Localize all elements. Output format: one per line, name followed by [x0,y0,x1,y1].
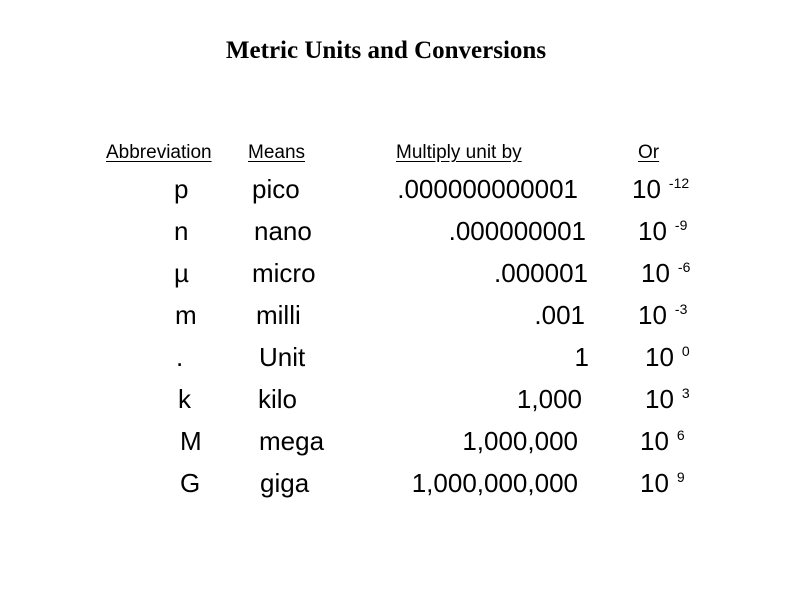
power-base: 10 [645,342,674,372]
multiplier-cell: 1,000 [516,384,582,414]
table-row [0,383,800,425]
table-row [0,425,800,467]
table-row [0,341,800,383]
abbreviation-cell: m [175,300,197,330]
means-cell: nano [254,216,312,246]
page-title: Metric Units and Conversions [225,37,547,64]
power-cell [638,215,687,251]
header-means: Means [248,142,306,163]
means-cell: Unit [259,342,306,372]
multiplier-cell: .001 [534,300,585,330]
power-cell [645,341,690,377]
power-base: 10 [638,216,667,246]
power-exponent: 3 [681,385,690,401]
power-base: 10 [645,384,674,414]
power-exponent: -9 [674,217,688,233]
header-abbreviation: Abbreviation [106,142,212,163]
multiplier-cell: 1,000,000 [462,426,578,456]
multiplier-cell: 1,000,000,000 [411,468,578,498]
table-row [0,299,800,341]
power-exponent: -3 [674,301,688,317]
abbreviation-cell: n [174,216,189,246]
power-cell [640,467,685,503]
table-row [0,467,800,509]
multiplier-cell: .000001 [494,258,588,288]
means-cell: mega [259,426,325,456]
multiplier-cell: .000000000001 [397,174,578,204]
power-base: 10 [632,174,661,204]
power-cell [638,299,687,335]
abbreviation-cell: µ [174,258,189,288]
means-cell: pico [252,174,300,204]
multiplier-cell: 1 [574,342,589,372]
means-cell: kilo [258,384,298,414]
means-cell: micro [252,258,316,288]
abbreviation-cell: M [180,426,202,456]
power-cell [645,383,690,419]
means-cell: milli [256,300,301,330]
power-exponent: -6 [677,259,691,275]
header-or: Or [638,142,660,163]
header-multiply: Multiply unit by [396,142,522,163]
power-cell [632,173,689,209]
power-base: 10 [640,426,669,456]
power-cell [641,257,690,293]
power-base: 10 [640,468,669,498]
multiplier-cell: .000000001 [448,216,586,246]
power-base: 10 [641,258,670,288]
abbreviation-cell: G [180,468,201,498]
abbreviation-cell: . [176,342,184,372]
power-cell [640,425,685,461]
power-exponent: 6 [676,427,685,443]
power-exponent: 9 [676,469,685,485]
table-row [0,257,800,299]
power-base: 10 [638,300,667,330]
power-exponent: -12 [668,175,690,191]
abbreviation-cell: k [178,384,191,414]
table-row [0,173,800,215]
table-row [0,215,800,257]
abbreviation-cell: p [174,174,189,204]
means-cell: giga [260,468,310,498]
power-exponent: 0 [681,343,690,359]
